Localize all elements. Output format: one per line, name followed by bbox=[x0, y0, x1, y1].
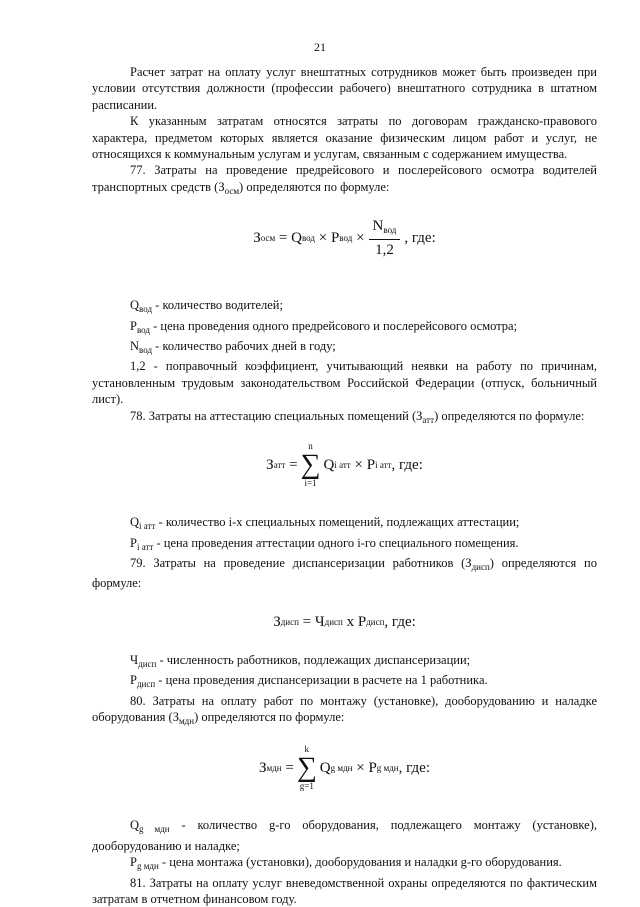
definition-79-2: $P_{дисп}$ - цена проведения диспансеризации в расчете на 1 работника. bbox=[130, 673, 488, 690]
section-79-heading: 79. Затраты на проведение диспансеризации работников $(З_{дисп})$ определяются по формуле: bbox=[92, 555, 597, 591]
page-number: 21 bbox=[314, 40, 326, 54]
formula-79: З дисп = Ч дисп x P дисп , где: bbox=[273, 613, 416, 630]
definition-77-2: $P_{вод}$ - цена проведения одного предрейсового и послерейсового осмотра; bbox=[130, 318, 518, 335]
formula-78: З атт = n ∑ i=1 Q i атт × P i атт , где: bbox=[266, 441, 423, 489]
formula-77: З осм = Q вод × P вод × $\frac{N_{вод}}{1,2}$ , где: bbox=[253, 217, 436, 259]
section-81-paragraph: 81. Затраты на оплату услуг вневедомственной охраны определяются по фактическим затратам в отчетном финансовом году. bbox=[92, 875, 597, 906]
definition-78-1: $Q_{i атт}$ - количество i-х специальных помещений, подлежащих аттестации; bbox=[130, 515, 520, 532]
summation-sign: k ∑ g=1 bbox=[296, 744, 317, 792]
intro-paragraph-2: К указанным затратам относятся затраты по договорам гражданско-правового характера, предметом которых является оказание физическим лицом работ и услуг, не относящихся к коммунальным услугам и услугам, связанным с содержанием имущества. bbox=[92, 114, 597, 162]
document-body bbox=[92, 64, 597, 907]
intro-paragraph-1: Расчет затрат на оплату услуг внештатных сотрудников может быть произведен при условии отсутствия должности (профессии рабочего) внештатного сотрудника в штатном расписании. bbox=[92, 65, 597, 112]
summation-sign: n ∑ i=1 bbox=[300, 441, 321, 489]
section-80-heading: 80. Затраты на оплату работ по монтажу (установке), дооборудованию и наладке оборудования $(З_{мдн})$ определяются по формуле: bbox=[92, 693, 597, 726]
coefficient-note: 1,2 - поправочный коэффициент, учитывающий неявки на работу по причинам, установленным трудовым законодательством Российской Федерации (отпуск, больничный лист). bbox=[92, 359, 597, 407]
definition-77-3: $N_{вод}$ - количество рабочих дней в году; bbox=[130, 339, 336, 356]
definition-80-1: $Q_{g мдн}$ - количество g-го оборудования, подлежащего монтажу (установке), дооборудованию и наладке; bbox=[92, 818, 597, 853]
formula-80: З мдн = k ∑ g=1 Q g мдн × P g мдн , где: bbox=[258, 744, 430, 792]
fraction: $\frac{N_{вод}}{1,2}$ bbox=[369, 218, 401, 259]
definition-77-1: $Q_{вод}$ - количество водителей; bbox=[130, 298, 283, 315]
section-77-heading: 77. Затраты на проведение предрейсового и послерейсового осмотра водителей транспортных средств $(З_{осм})$ определяются по формуле: bbox=[92, 163, 597, 196]
section-78-heading: 78. Затраты на аттестацию специальных помещений $(З_{атт})$ определяются по формуле: bbox=[130, 408, 585, 425]
definition-79-1: $Ч_{дисп}$ - численность работников, подлежащих диспансеризации; bbox=[130, 652, 471, 669]
definition-78-2: $P_{i атт}$ - цена проведения аттестации одного i-го специального помещения. bbox=[130, 535, 519, 552]
definition-80-2: $P_{g мдн}$ - цена монтажа (установки), дооборудования и наладки g-го оборудования. bbox=[130, 855, 562, 872]
